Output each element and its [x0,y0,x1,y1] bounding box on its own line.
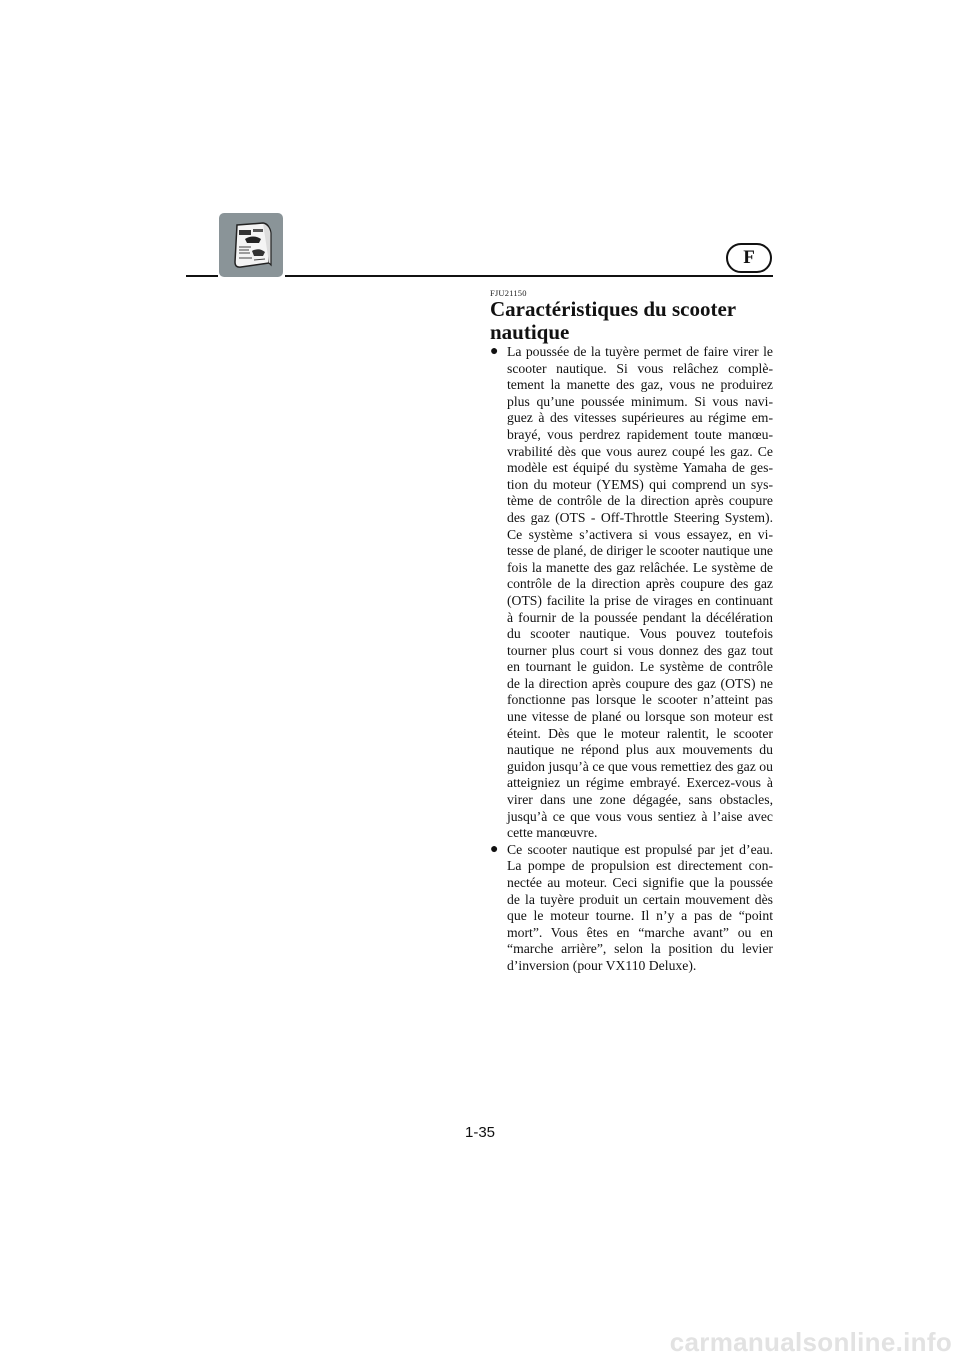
bullet-text: Ce scooter nautique est propulsé par jet d’eau. La pompe de propulsion est directement connectée au moteur. Ceci signifie que la poussée de la tuyère produit un certain mouvement dès que le moteur tourne. Il n’y a pas de “point mort”. Vous êtes en “marche avant” ou en “marche arrière”, selon la position du levier d’inversion (pour VX110 Deluxe). [507,841,773,973]
section-body [490,344,773,975]
header-rule-right [285,275,773,277]
bullet-icon: ● [490,344,499,359]
page-number: 1-35 [464,1124,496,1141]
bullet-icon: ● [490,841,499,857]
section-code: FJU21150 [490,288,527,298]
manual-book-icon [219,213,283,277]
watermark: carmanualsonline.info [669,1327,952,1357]
bullet-item [490,842,773,975]
bullet-item [490,344,773,842]
section-title: Caractéristiques du scooter nautique [490,297,736,344]
bullet-text: La poussée de la tuyère permet de faire virer le scooter nautique. Si vous relâchez complètement la manette des gaz, vous ne produirez plus qu’une poussée minimum. Si vous naviguez à des vitesses supérieures au régime embrayé, vous perdrez rapidement toute manœuvrabilité dès que vous aurez coupé les gaz. Ce modèle est équipé du système Yamaha de gestion du moteur (YEMS) qui comprend un système de contrôle de la direction après coupure des gaz (OTS - Off-Throttle Steering System). Ce système s’activera si vous essayez, en vitesse de plané, de diriger le scooter nautique une fois la manette des gaz relâchée. Le système de contrôle de la direction après coupure des gaz (OTS) facilite la prise de virages en continuant à fournir de la poussée pendant la décélération du scooter nautique. Vous pouvez toutefois tourner plus court si vous donnez des gaz tout en tournant le guidon. Le système de contrôle de la direction après coupure des gaz (OTS) ne fonctionne pas lorsque le scooter n’atteint pas une vitesse de plané ou lorsque son moteur est éteint. Dès que le moteur ralentit, le scooter nautique ne répond plus aux mouvements du guidon jusqu’à ce que vous remettiez des gaz ou atteigniez un régime embrayé. Exercez-vous à virer dans une zone dégagée, sans obstacles, jusqu’à ce que vous vous sentiez à l’aise avec cette manœuvre. [507,344,773,841]
header-rule-left [186,275,218,277]
language-badge: F [726,243,772,273]
